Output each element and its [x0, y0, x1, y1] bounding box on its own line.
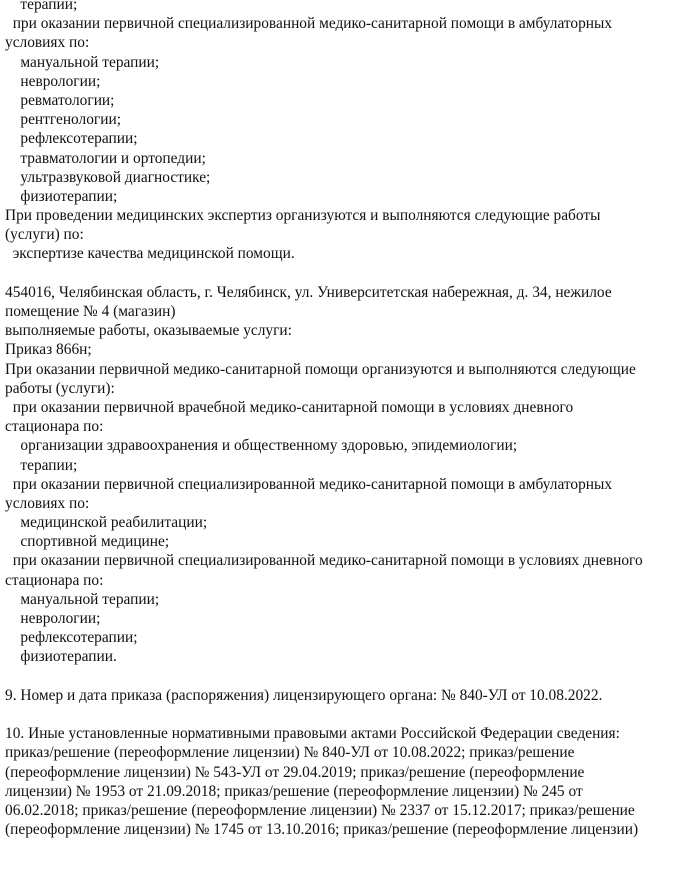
text-line: стационара по: [5, 418, 104, 436]
text-section [5, 0, 697, 264]
text-line: 10. Иные установленные нормативными правовыми актами Российской Федерации сведения: [5, 725, 620, 743]
text-line: При проведении медицинских экспертиз организуются и выполняются следующие работы [5, 207, 601, 225]
text-line: выполняемые работы, оказываемые услуги: [5, 322, 292, 340]
text-line: приказ/решение (переоформление лицензии) № 840-УЛ от 10.08.2022; приказ/решение [5, 744, 575, 762]
text-line: медицинской реабилитации; [5, 514, 208, 532]
text-section [5, 283, 697, 667]
text-line: Приказ 866н; [5, 341, 92, 359]
text-line: мануальной терапии; [5, 53, 160, 71]
text-line: 454016, Челябинская область, г. Челябинск, ул. Университетская набережная, д. 34, нежилое [5, 283, 612, 301]
text-line: организации здравоохранения и общественному здоровью, эпидемиологии; [5, 437, 518, 455]
paragraph-spacer [5, 264, 697, 283]
text-line: при оказании первичной врачебной медико-санитарной помощи в условиях дневного [5, 398, 574, 416]
text-section [5, 724, 697, 839]
text-line: спортивной медицине; [5, 533, 170, 551]
text-line: 9. Номер и дата приказа (распоряжения) лицензирующего органа: № 840-УЛ от 10.08.2022. [5, 686, 603, 704]
paragraph-spacer [5, 667, 697, 686]
text-line: терапии; [5, 456, 78, 474]
text-line: (услуги) по: [5, 226, 84, 244]
text-line: (переоформление лицензии) № 1745 от 13.10.2016; приказ/решение (переоформление лицензии) [5, 821, 639, 839]
text-line: условиях по: [5, 34, 90, 52]
text-line: терапии; [5, 0, 78, 13]
text-line: условиях по: [5, 494, 90, 512]
text-line: 06.02.2018; приказ/решение (переоформление лицензии) № 2337 от 15.12.2017; приказ/решение [5, 801, 635, 819]
text-line: физиотерапии. [5, 648, 117, 666]
text-line: мануальной терапии; [5, 590, 160, 608]
text-line: при оказании первичной специализированной медико-санитарной помощи в амбулаторных [5, 15, 613, 33]
paragraph-spacer [5, 705, 697, 724]
text-line: экспертизе качества медицинской помощи. [5, 245, 295, 263]
text-line: неврологии; [5, 72, 101, 90]
text-line: помещение № 4 (магазин) [5, 303, 176, 320]
text-line: рентгенологии; [5, 111, 121, 129]
text-line: (переоформление лицензии) № 543-УЛ от 29.04.2019; приказ/решение (переоформление [5, 763, 585, 781]
text-line: стационара по: [5, 571, 104, 589]
text-line: неврологии; [5, 610, 101, 627]
text-line: при оказании первичной специализированной медико-санитарной помощи в амбулаторных [5, 475, 613, 493]
text-line: травматологии и ортопедии; [5, 149, 206, 167]
text-line: работы (услуги): [5, 379, 115, 397]
text-section [5, 686, 697, 705]
text-line: физиотерапии; [5, 187, 118, 205]
text-line: лицензии) № 1953 от 21.09.2018; приказ/решение (переоформление лицензии) № 245 от [5, 782, 583, 800]
text-line: При оказании первичной медико-санитарной помощи организуются и выполняются следующие [5, 360, 636, 378]
text-line: рефлексотерапии; [5, 130, 138, 148]
document-body [5, 0, 697, 839]
text-line: ревматологии; [5, 91, 115, 109]
text-line: рефлексотерапии; [5, 629, 138, 647]
text-line: при оказании первичной специализированной медико-санитарной помощи в условиях дневного [5, 552, 643, 570]
text-line: ультразвуковой диагностике; [5, 168, 211, 186]
